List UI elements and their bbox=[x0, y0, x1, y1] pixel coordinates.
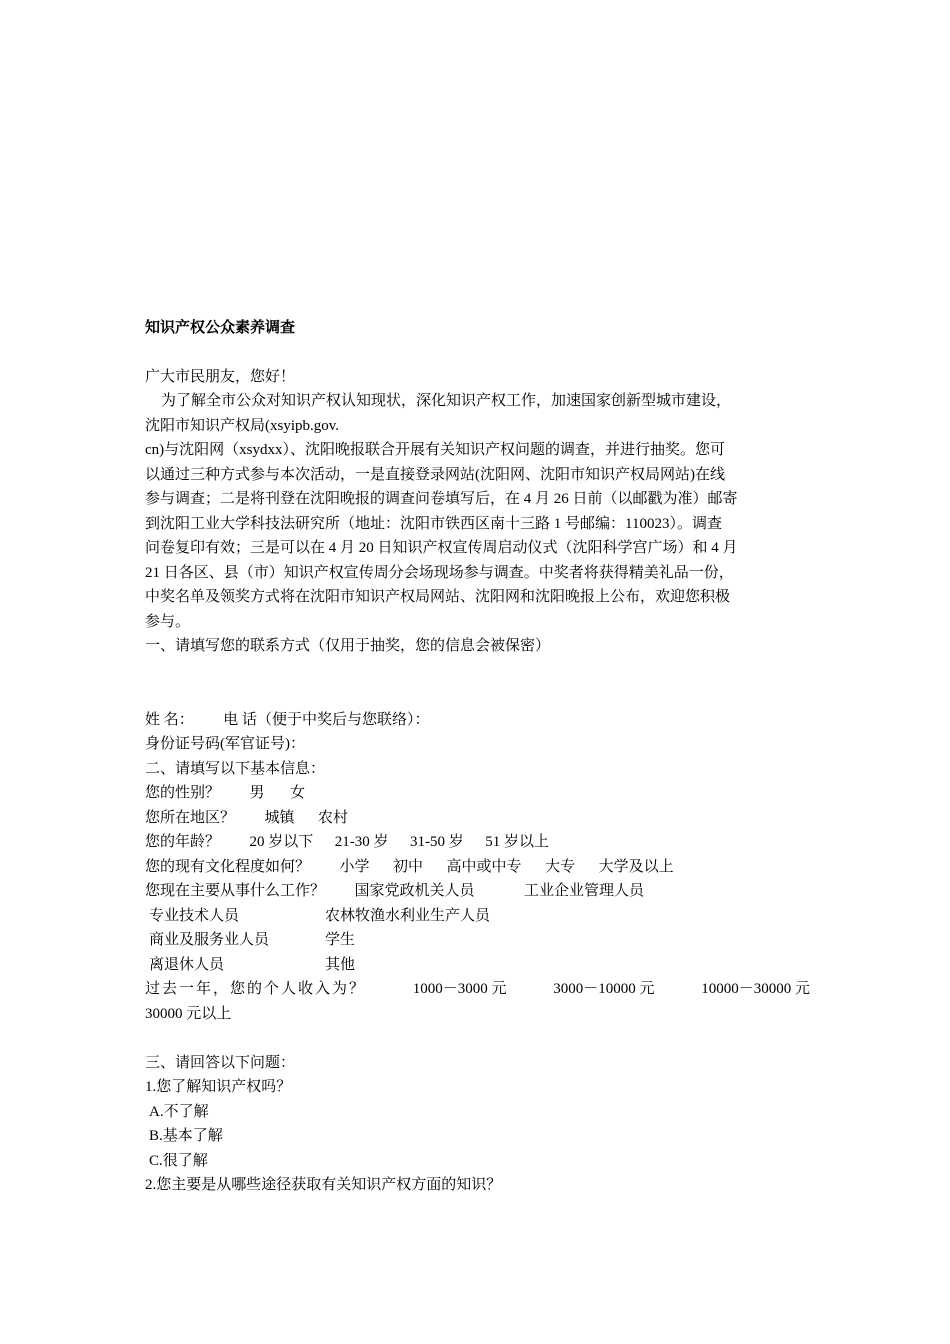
gender-label: 您的性别？ bbox=[145, 785, 221, 801]
age-option-2[interactable]: 21-30 岁 bbox=[334, 834, 389, 850]
income-option-3[interactable]: 10000－30000 元 bbox=[701, 981, 810, 997]
intro-line-8: 21 日各区、县（市）知识产权宣传周分会场现场参与调查。中奖者将获得精美礼品一份， bbox=[145, 564, 734, 581]
region-question bbox=[145, 806, 810, 831]
q1-option-b[interactable]: B.基本了解 bbox=[149, 1128, 223, 1144]
intro-line-6: 到沈阳工业大学科技法研究所（地址：沈阳市铁西区南十三路 1 号邮编：110023）。调查 bbox=[145, 515, 722, 532]
age-label: 您的年龄？ bbox=[145, 834, 221, 850]
job-question bbox=[145, 879, 810, 904]
age-question bbox=[145, 830, 810, 855]
q1-question: 1.您了解知识产权吗？ bbox=[145, 1079, 292, 1095]
region-option-town[interactable]: 城镇 bbox=[264, 809, 295, 826]
job-row-3 bbox=[145, 928, 810, 953]
job-option-1[interactable]: 国家党政机关人员 bbox=[354, 883, 475, 899]
page-title: 知识产权公众素养调查 bbox=[145, 320, 296, 336]
education-option-1[interactable]: 小学 bbox=[339, 858, 370, 875]
id-label: 身份证号码(军官证号)： bbox=[145, 736, 305, 752]
contact-row bbox=[145, 708, 810, 733]
job-option-8[interactable]: 其他 bbox=[325, 956, 356, 973]
gender-option-female[interactable]: 女 bbox=[290, 785, 306, 801]
region-label: 您所在地区？ bbox=[145, 809, 236, 826]
job-option-6[interactable]: 学生 bbox=[325, 932, 356, 948]
education-option-2[interactable]: 初中 bbox=[393, 858, 424, 875]
job-label: 您现在主要从事什么工作？ bbox=[145, 883, 326, 899]
gender-option-male[interactable]: 男 bbox=[249, 785, 265, 801]
job-option-3[interactable]: 专业技术人员 bbox=[149, 907, 240, 924]
document-page bbox=[145, 316, 810, 1198]
intro-line-1: 为了解全市公众对知识产权认知现状，深化知识产权工作，加速国家创新型城市建设， bbox=[161, 393, 732, 409]
phone-label: 电 话（便于中奖后与您联络）： bbox=[223, 711, 430, 728]
job-option-4[interactable]: 农林牧渔水利业生产人员 bbox=[325, 907, 491, 924]
intro-line-4: 以通过三种方式参与本次活动，一是直接登录网站(沈阳网、沈阳市知识产权局网站)在线 bbox=[145, 466, 725, 483]
section2-heading: 二、请填写以下基本信息： bbox=[145, 760, 326, 777]
education-option-4[interactable]: 大专 bbox=[545, 858, 576, 875]
section1-heading: 一、请填写您的联系方式（仅用于抽奖，您的信息会被保密） bbox=[145, 638, 551, 654]
intro-line-10: 参与。 bbox=[145, 613, 191, 630]
job-row-4 bbox=[145, 953, 810, 978]
income-option-2[interactable]: 3000－10000 元 bbox=[553, 981, 655, 997]
age-option-3[interactable]: 31-50 岁 bbox=[410, 834, 464, 850]
income-option-4[interactable]: 30000 元以上 bbox=[145, 1005, 232, 1022]
gender-question bbox=[145, 781, 810, 806]
intro-line-3: cn)与沈阳网（xsydxx）、沈阳晚报联合开展有关知识产权问题的调查，并进行抽奖。您可 bbox=[145, 442, 725, 458]
intro-line-2: 沈阳市知识产权局(xsyipb.gov. bbox=[145, 417, 340, 434]
name-label: 姓 名： bbox=[145, 711, 194, 728]
education-question bbox=[145, 855, 810, 880]
intro-line-9: 中奖名单及领奖方式将在沈阳市知识产权局网站、沈阳网和沈阳晚报上公布，欢迎您积极 bbox=[145, 589, 731, 605]
income-label: 过去一年，您的个人收入为？ bbox=[145, 981, 367, 997]
job-row-2 bbox=[145, 904, 810, 929]
education-option-5[interactable]: 大学及以上 bbox=[598, 858, 674, 875]
education-option-3[interactable]: 高中或中专 bbox=[446, 858, 522, 875]
intro-line-7: 问卷复印有效；三是可以在 4 月 20 日知识产权宣传周启动仪式（沈阳科学宫广场）和 4 月 bbox=[145, 540, 738, 556]
income-option-1[interactable]: 1000－3000 元 bbox=[412, 981, 507, 997]
q2-question: 2.您主要是从哪些途径获取有关知识产权方面的知识？ bbox=[145, 1177, 502, 1193]
region-option-rural[interactable]: 农村 bbox=[318, 809, 349, 826]
q1-option-c[interactable]: C.很了解 bbox=[149, 1152, 208, 1169]
job-option-5[interactable]: 商业及服务业人员 bbox=[149, 932, 270, 948]
job-option-7[interactable]: 离退休人员 bbox=[149, 956, 225, 973]
job-option-2[interactable]: 工业企业管理人员 bbox=[524, 883, 645, 899]
income-question bbox=[145, 977, 810, 1002]
age-option-1[interactable]: 20 岁以下 bbox=[249, 834, 314, 850]
section3-heading: 三、请回答以下问题： bbox=[145, 1054, 296, 1071]
q1-option-a[interactable]: A.不了解 bbox=[149, 1103, 209, 1120]
age-option-4[interactable]: 51 岁以上 bbox=[485, 834, 550, 850]
greeting: 广大市民朋友，您好！ bbox=[145, 368, 296, 385]
intro-line-5: 参与调查；二是将刊登在沈阳晚报的调查问卷填写后，在 4 月 26 日前（以邮戳为准）邮寄 bbox=[145, 491, 738, 507]
education-label: 您的现有文化程度如何？ bbox=[145, 858, 311, 875]
